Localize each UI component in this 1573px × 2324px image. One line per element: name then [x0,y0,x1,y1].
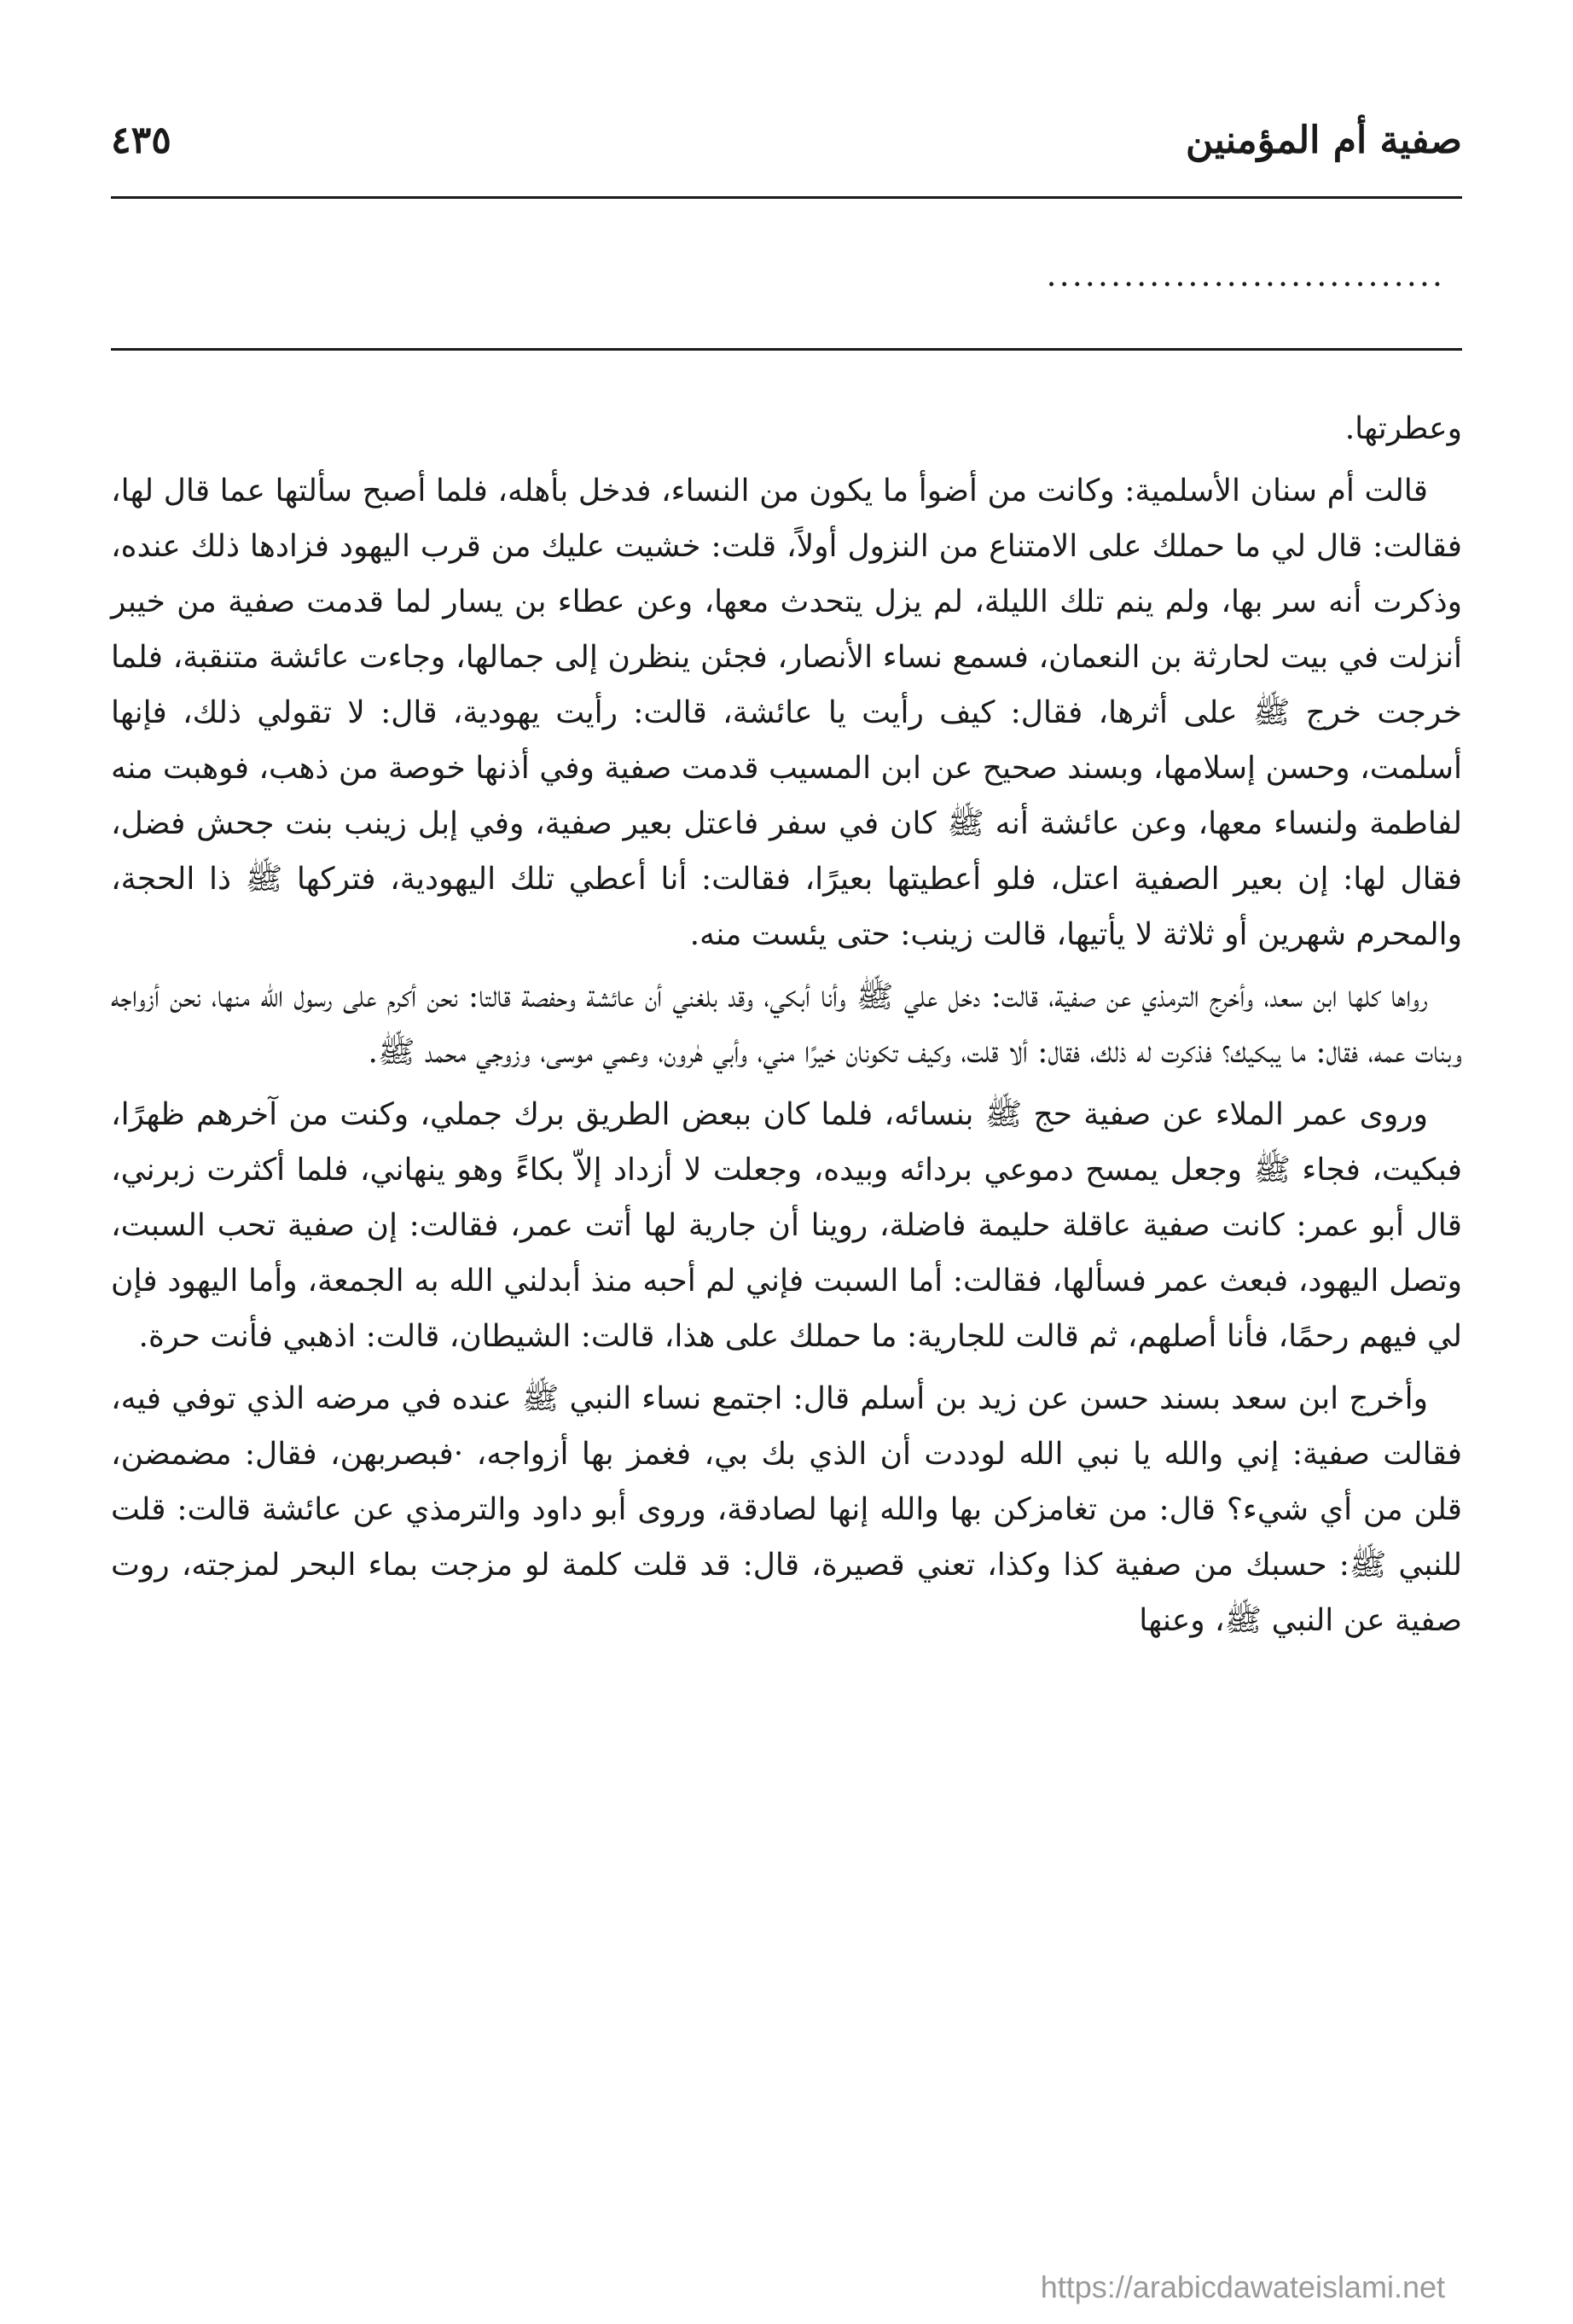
header-rule [111,196,1462,199]
main-text [111,401,1462,1655]
footnote-continuation-dots: ............................... [1046,256,1445,293]
section-divider-rule [111,348,1462,351]
page-header [111,98,1462,183]
running-title: صفية أم المؤمنين [1185,119,1462,162]
page-number: ٤٣٥ [111,119,171,162]
source-watermark: https://arabicdawateislami.net [1040,2269,1445,2304]
paragraph: قالت أم سنان الأسلمية: وكانت من أضوأ ما يكون من النساء، فدخل بأهله، فلما أصبح سألتها عما قال لها، فقالت: قال لي ما حملك على الامتناع من النزول أولاً، قلت: خشيت عليك من قرب اليهود فزادها ذلك عنده، وذكرت أنه سر بها، ولم ينم تلك الليلة، لم يزل يتحدث معها، وعن عطاء بن يسار لما قدمت صفية من خيبر أنزلت في بيت لحارثة بن النعمان، فسمع نساء الأنصار، فجئن ينظرن إلى جمالها، وجاءت عائشة متنقبة، فلما خرجت خرج ﷺ على أثرها، فقال: كيف رأيت يا عائشة، قالت: رأيت يهودية، قال: لا تقولي ذلك، فإنها أسلمت، وحسن إسلامها، وبسند صحيح عن ابن المسيب قدمت صفية وفي أذنها خوصة من ذهب، فوهبت منه لفاطمة ولنساء معها، وعن عائشة أنه ﷺ كان في سفر فاعتل بعير صفية، وفي إبل زينب بنت جحش فضل، فقال لها: إن بعير الصفية اعتل، فلو أعطيتها بعيرًا، فقالت: أنا أعطي تلك اليهودية، فتركها ﷺ ذا الحجة، والمحرم شهرين أو ثلاثة لا يأتيها، قالت زينب: حتى يئست منه. [111,474,1462,952]
paragraph: وعطرتها. [1344,411,1462,446]
paragraph: وأخرج ابن سعد بسند حسن عن زيد بن أسلم قال: اجتمع نساء النبي ﷺ عنده في مرضه الذي توفي فيه، فقالت صفية: إني والله يا نبي الله لوددت أن الذي بك بي، فغمز بها أزواجه، ·فبصربهن، فقال: مضمضن، قلن من أي شيء؟ قال: من تغامزكن بها والله إنها لصادقة، وروى أبو داود والترمذي عن عائشة قالت: قلت للنبي ﷺ: حسبك من صفية كذا وكذا، تعني قصيرة، قال: قد قلت كلمة لو مزجت بماء البحر لمزجته، روت صفية عن النبي ﷺ، وعنها [111,1381,1462,1638]
paragraph: وروى عمر الملاء عن صفية حج ﷺ بنسائه، فلما كان ببعض الطريق برك جملي، وكنت من آخرهم ظهرًا، فبكيت، فجاء ﷺ وجعل يمسح دموعي بردائه وبيده، وجعلت لا أزداد إلاّ بكاءً وهو ينهاني، فلما أكثرت زبرني، قال أبو عمر: كانت صفية عاقلة حليمة فاضلة، روينا أن جارية لها أتت عمر، فقالت: إن صفية تحب السبت، وتصل اليهود، فبعث عمر فسألها، فقالت: أما السبت فإني لم أحبه منذ أبدلني الله به الجمعة، وأما اليهود فإن لي فيهم رحمًا، فأنا أصلهم، ثم قالت للجارية: ما حملك على هذا، قالت: الشيطان، قالت: اذهبي فأنت حرة. [111,1097,1462,1354]
paragraph: رواها كلها ابن سعد، وأخرج الترمذي عن صفية، قالت: دخل علي ﷺ وأنا أبكي، وقد بلغني أن عائشة وحفصة قالتا: نحن أكرم على رسول الله منها، نحن أزواجه وبنات عمه، فقال: ما يبكيك؟ فذكرت له ذلك، فقال: ألا قلت، وكيف تكونان خيرًا مني، وأبي هٰرون، وعمي موسى، وزوجي محمد ﷺ. [111,979,1462,1070]
